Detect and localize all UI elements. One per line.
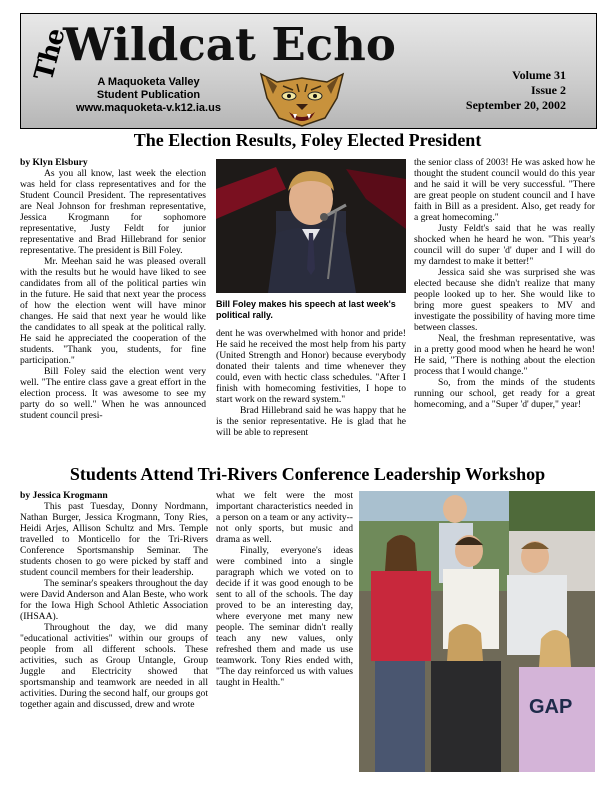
article1-paragraph: So, from the minds of the students running our school, get ready for a great homecoming, and a "Super 'd' duper," year! [414,377,595,410]
article2-column2 [216,490,353,780]
school-url: www.maquoketa-v.k12.ia.us [76,102,221,114]
article1-paragraph: As you all know, last week the election was held for class representatives and for the Student Council President. The representatives are Neal Johnson for freshman representative, Jessica Krogmann for sophomore representative, Justy Feldt for junior representative and Brad Hillebrand for senior representative. The president is Bill Foley. [20,168,206,256]
article1-paragraph: Brad Hillebrand said he was happy that he is the senior representative. He is glad that he will be able to represent [216,405,406,438]
issue-info [466,68,566,113]
article1-paragraph: Mr. Meehan said he was pleased overall with the results but he would have liked to see candidates from all of the political parties win in the future. He said that next year the process of how the election went will have minor changes. He said that next year he would like the candidates to all speak at the political rally. He said he appreciated the cooperation of the students. "Thank you, students, for fine participation." [20,256,206,366]
article1-paragraph: Neal, the freshman representative, was in a pretty good mood when he heard he won! He said, "There is nothing about the election process that I would change." [414,333,595,377]
article1-paragraph: the senior class of 2003! He was asked how he thought the student council would do this year and he said it will be very successful. "There are great people on student council and I have faith in Bill as a president. Also, get ready for a great homecoming." [414,157,595,223]
shirt-text: GAP [529,696,573,718]
bill-foley-speech-photo [216,159,406,293]
article1-headline: The Election Results, Foley Elected President [133,130,482,150]
issue-date: September 20, 2002 [465,98,566,112]
article1-paragraph: Bill Foley said the election went very well. "The entire class gave a great effort in the election process. It was awesome to see my party do so well." When he was announced student council presi- [20,366,206,421]
volume-number: Volume 31 [512,68,566,82]
article2-paragraph: what we felt were the most important characteristics needed in a person on a team or any activity--not only sports, but music and drama as well. [216,490,353,545]
article1-paragraph: Justy Feldt's said that he was really shocked when he heard he won. "This year's council will do super 'd' duper and I will do my darndest to make it better!" [414,223,595,267]
article2-headline: Students Attend Tri-Rivers Conference Leadership Workshop [69,464,546,484]
pub-line-1: A Maquoketa Valley [97,76,200,88]
newspaper-title: Wildcat Echo [63,18,396,71]
article1-paragraph: Jessica said she was surprised she was elected because she didn't realize that many people looked up to her. She would like to bring more guest speakers to MV and investigate the possibility of having more time between classes. [414,267,595,333]
pub-line-2: Student Publication [96,89,201,101]
workshop-group-photo [359,491,595,772]
masthead [20,13,597,129]
article1-byline: by Klyn Elsbury [20,157,88,168]
masthead-the: The [29,25,72,84]
group-photo-illustration [359,491,595,772]
publication-info [51,76,246,115]
issue-number: Issue 2 [530,83,566,97]
article2-paragraph: This past Tuesday, Donny Nordmann, Nathan Burger, Jessica Krogmann, Tony Ries, Heidi Arjes, Allison Schultz and Mrs. Temple travelled to Monticello for the Tri-Rivers Conference Sportsmanship Seminar. The students chosen to go were picked by staff and student council members for their leadership. [20,501,208,578]
article1-paragraph: dent he was overwhelmed with honor and pride! He said he received the most help from his party (United Strength and Honor) because everybody donated their talents and time whenever they could, even with hectic class schedules. "After I finish with homecoming festivities, I hope to start work on the reward system." [216,328,406,405]
article1-column2 [216,328,406,452]
wildcat-mascot-icon [253,68,351,128]
speech-photo-illustration [216,159,406,293]
article1-column3 [414,157,595,463]
article2-column1 [20,490,208,784]
article2-paragraph: Throughout the day, we did many "educational activities" within our groups of people from all different schools. These activities, such as Group Untangle, Group Juggle and Electricity showed that sportsmanship and teamwork are needed in all activities. During the second half, our groups got together again and discussed, drew and wrote [20,622,208,710]
article2-paragraph: The seminar's speakers throughout the day were David Anderson and Alan Beste, who work for the Iowa High School Athletic Association (IHSAA). [20,578,208,622]
photo-caption: Bill Foley makes his speech at last week's political rally. [216,299,396,320]
article2-byline: by Jessica Krogmann [20,490,108,501]
article1-column1 [20,157,206,463]
article2-paragraph: Finally, everyone's ideas were combined into a single paragraph which we voted on to decide if it was good enough to be sent to all of the schools. The day proved to be an interesting day, where everyone met many new people. The seminar didn't really teach any new values, only refreshed them and made us use teamwork. Tony Ries ended with, "The day reinforced us with values taught in Health." [216,545,353,688]
